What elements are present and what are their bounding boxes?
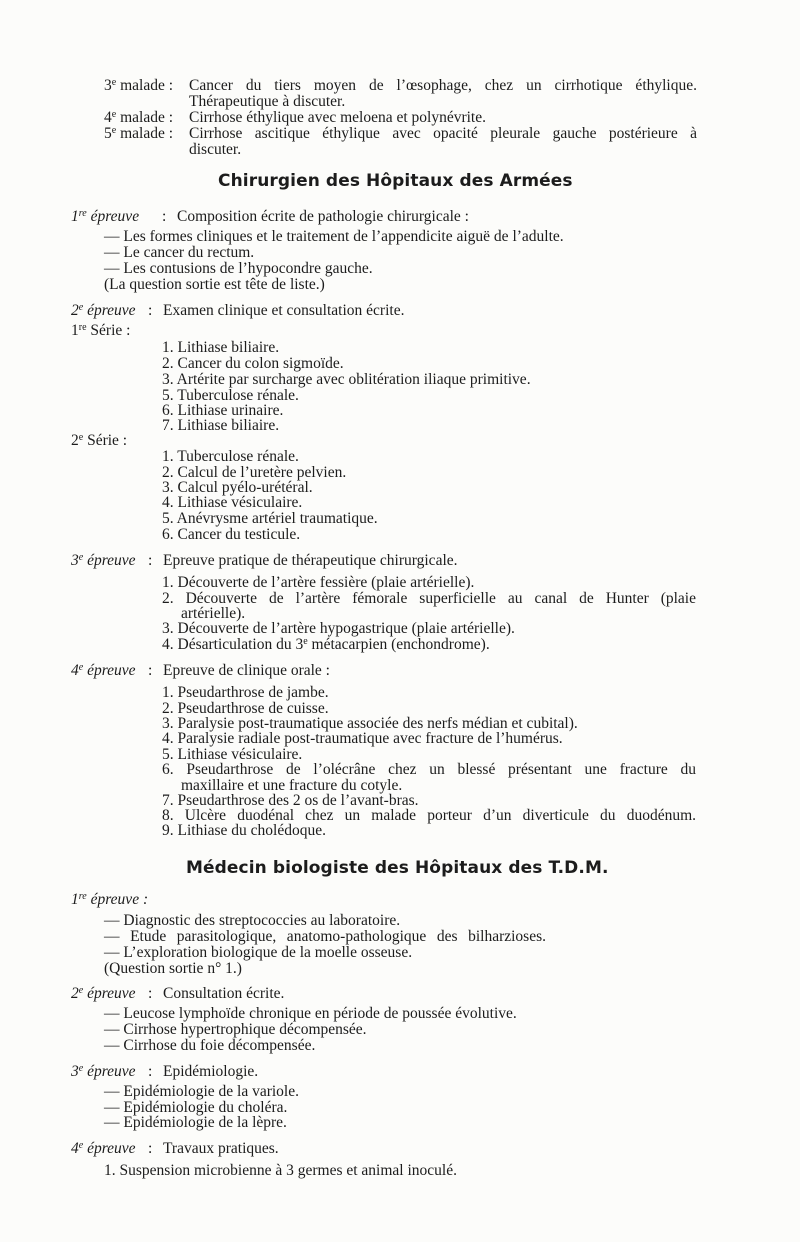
epreuve-text: Composition écrite de pathologie chirurgicale : bbox=[177, 208, 469, 225]
list-item: — Diagnostic des streptococcies au laboratoire. bbox=[104, 912, 401, 929]
epreuve-colon: : bbox=[148, 1140, 153, 1157]
epreuve-text: Epidémiologie. bbox=[163, 1063, 259, 1080]
list-item: 1. Tuberculose rénale. bbox=[162, 448, 299, 465]
malade-text: Cancer du tiers moyen de l’œsophage, chez un cirrhotique éthylique. bbox=[189, 77, 697, 94]
malade-label: 4e malade : bbox=[104, 109, 174, 126]
list-item: 6. Cancer du testicule. bbox=[162, 526, 301, 543]
list-item: — Le cancer du rectum. bbox=[104, 244, 255, 261]
malade-text: Thérapeutique à discuter. bbox=[189, 93, 346, 110]
serie-label: 1re Série : bbox=[71, 322, 131, 339]
list-item: 3. Paralysie post-traumatique associée des nerfs médian et cubital). bbox=[162, 715, 578, 732]
epreuve-text: Travaux pratiques. bbox=[163, 1140, 279, 1157]
list-item-cont: artérielle). bbox=[181, 605, 246, 622]
list-item: — Epidémiologie de la lèpre. bbox=[104, 1114, 287, 1131]
list-item: — Les formes cliniques et le traitement de l’appendicite aiguë de l’adulte. bbox=[104, 228, 564, 245]
list-note: (La question sortie est tête de liste.) bbox=[104, 276, 325, 293]
list-item: — Epidémiologie de la variole. bbox=[104, 1083, 299, 1100]
section-title: Médecin biologiste des Hôpitaux des T.D.M. bbox=[186, 858, 609, 878]
epreuve-text: Consultation écrite. bbox=[163, 985, 285, 1002]
list-item: 2. Calcul de l’uretère pelvien. bbox=[162, 464, 347, 481]
list-item: — Epidémiologie du choléra. bbox=[104, 1099, 288, 1116]
epreuve-colon: : bbox=[148, 1063, 153, 1080]
list-item: 3. Calcul pyélo-urétéral. bbox=[162, 479, 313, 496]
list-item: 2. Cancer du colon sigmoïde. bbox=[162, 355, 344, 372]
epreuve-label: 2e épreuve bbox=[71, 985, 136, 1002]
list-item-cont: maxillaire et une fracture du cotyle. bbox=[181, 777, 403, 794]
malade-label: 3e malade : bbox=[104, 77, 174, 94]
list-item: 2. Découverte de l’artère fémorale superficielle au canal de Hunter (plaie bbox=[162, 590, 696, 607]
list-item: 1. Pseudarthrose de jambe. bbox=[162, 684, 329, 701]
epreuve-colon: : bbox=[148, 302, 153, 319]
list-item: — Leucose lymphoïde chronique en période de poussée évolutive. bbox=[104, 1005, 517, 1022]
list-item: 1. Suspension microbienne à 3 germes et animal inoculé. bbox=[104, 1162, 457, 1179]
list-item: 3. Artérite par surcharge avec oblitération iliaque primitive. bbox=[162, 371, 531, 388]
list-item: 5. Lithiase vésiculaire. bbox=[162, 746, 303, 763]
epreuve-colon: : bbox=[148, 662, 153, 679]
list-item: 4. Paralysie radiale post-traumatique avec fracture de l’humérus. bbox=[162, 730, 563, 747]
list-item: 5. Tuberculose rénale. bbox=[162, 387, 299, 404]
list-item: 6. Lithiase urinaire. bbox=[162, 402, 284, 419]
epreuve-label: 3e épreuve bbox=[71, 1063, 136, 1080]
malade-label: 5e malade : bbox=[104, 125, 174, 142]
epreuve-colon: : bbox=[148, 985, 153, 1002]
list-item: 1. Lithiase biliaire. bbox=[162, 339, 280, 356]
list-item: 8. Ulcère duodénal chez un malade porteur d’un diverticule du duodénum. bbox=[162, 807, 696, 824]
epreuve-label: 1re épreuve bbox=[71, 208, 140, 225]
list-note: (Question sortie n° 1.) bbox=[104, 960, 242, 977]
epreuve-label: 4e épreuve bbox=[71, 1140, 136, 1157]
list-item: — L’exploration biologique de la moelle osseuse. bbox=[104, 944, 413, 961]
list-item: 1. Découverte de l’artère fessière (plaie artérielle). bbox=[162, 574, 475, 591]
serie-label: 2e Série : bbox=[71, 432, 128, 449]
malade-text: Cirrhose éthylique avec meloena et polynévrite. bbox=[189, 109, 486, 126]
epreuve-text: Examen clinique et consultation écrite. bbox=[163, 302, 405, 319]
epreuve-colon: : bbox=[162, 208, 167, 225]
epreuve-label: 2e épreuve bbox=[71, 302, 136, 319]
list-item: 3. Découverte de l’artère hypogastrique (plaie artérielle). bbox=[162, 620, 515, 637]
epreuve-colon: : bbox=[148, 552, 153, 569]
list-item: — Cirrhose hypertrophique décompensée. bbox=[104, 1021, 367, 1038]
list-item: 7. Pseudarthrose des 2 os de l’avant-bras. bbox=[162, 792, 419, 809]
epreuve-label: 1re épreuve : bbox=[71, 891, 149, 908]
epreuve-text: Epreuve pratique de thérapeutique chirurgicale. bbox=[163, 552, 458, 569]
list-item: 5. Anévrysme artériel traumatique. bbox=[162, 510, 378, 527]
list-item: 6. Pseudarthrose de l’olécrâne chez un blessé présentant une fracture du bbox=[162, 761, 696, 778]
epreuve-text: Epreuve de clinique orale : bbox=[163, 662, 330, 679]
epreuve-label: 3e épreuve bbox=[71, 552, 136, 569]
list-item: — Les contusions de l’hypocondre gauche. bbox=[104, 260, 373, 277]
list-item: — Cirrhose du foie décompensée. bbox=[104, 1037, 316, 1054]
section-title: Chirurgien des Hôpitaux des Armées bbox=[218, 171, 573, 191]
list-item: 4. Désarticulation du 3e métacarpien (enchondrome). bbox=[162, 636, 490, 653]
malade-text: discuter. bbox=[189, 141, 242, 158]
list-item: 7. Lithiase biliaire. bbox=[162, 417, 280, 434]
epreuve-label: 4e épreuve bbox=[71, 662, 136, 679]
list-item: 2. Pseudarthrose de cuisse. bbox=[162, 700, 329, 717]
list-item: — Etude parasitologique, anatomo-pathologique des bilharzioses. bbox=[104, 928, 546, 945]
list-item: 4. Lithiase vésiculaire. bbox=[162, 494, 303, 511]
malade-text: Cirrhose ascitique éthylique avec opacité pleurale gauche postérieure à bbox=[189, 125, 697, 142]
list-item: 9. Lithiase du cholédoque. bbox=[162, 822, 326, 839]
